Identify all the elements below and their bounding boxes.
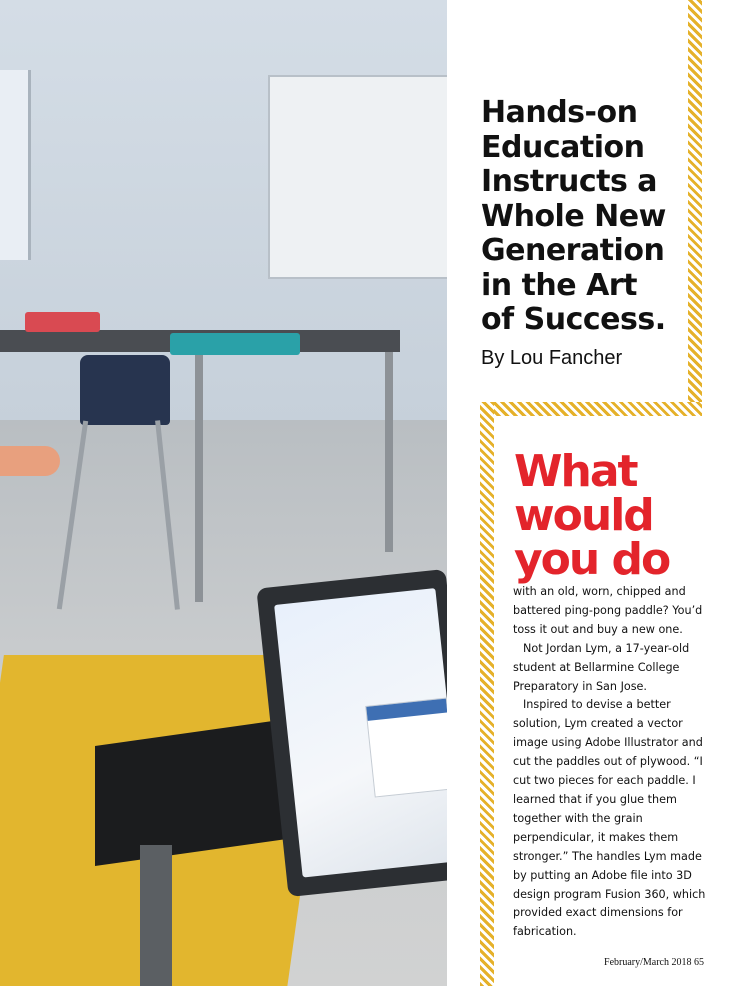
lead-line: What	[514, 446, 637, 497]
photo-laptop-display	[274, 588, 447, 877]
body-paragraph: Not Jordan Lym, a 17-year-old student at Bellarmine College Preparatory in San Jose.	[513, 641, 690, 693]
photo-teal-case	[170, 333, 300, 355]
photo-laptop-dialog	[365, 697, 447, 797]
photo-stool	[80, 355, 170, 425]
photo-whiteboard	[268, 75, 447, 279]
body-paragraph: Inspired to devise a better solution, Lym created a vector image using Adobe Illustrator and cut the paddles out of plywood. “I cut two pieces for each paddle. I learned that if you glue them together with the grain perpendicular, it makes them stronger.” The handles Lym made by putting an Adobe file into 3D design program Fusion 360, which provided exact dimensions for fabrication.	[513, 698, 706, 939]
body-paragraph: with an old, worn, chipped and battered ping-pong paddle? You’d toss it out and buy a new one.	[513, 585, 703, 636]
title-line: of Success.	[481, 302, 666, 337]
lead-line: would	[514, 490, 653, 541]
photo-window	[0, 70, 31, 260]
stripe-border-bottom-left	[480, 402, 494, 986]
article-body	[513, 583, 713, 942]
photo-laptop-dialog-bar	[366, 699, 447, 721]
title-line: Education	[481, 129, 645, 165]
stripe-border-top-right	[688, 0, 702, 416]
title-line: Whole New	[481, 198, 666, 234]
photo-bench-leg	[140, 845, 172, 986]
photo-laptop	[256, 569, 447, 897]
title-line: Instructs a	[481, 164, 658, 199]
lead-in	[514, 446, 694, 585]
title-line: Hands-on	[481, 95, 638, 130]
page-folio: February/March 2018 65	[604, 957, 704, 968]
photo-red-cloth	[25, 312, 100, 332]
article-title	[481, 96, 681, 338]
photo-table-leg	[195, 352, 203, 602]
title-line: in the Art	[481, 267, 637, 303]
title-line: Generation	[481, 233, 665, 268]
lead-line: you do	[514, 534, 670, 585]
article-byline: By Lou Fancher	[481, 347, 623, 369]
photo-table-leg	[385, 352, 393, 552]
stripe-border-middle	[480, 402, 702, 416]
photo-hand	[0, 446, 60, 476]
